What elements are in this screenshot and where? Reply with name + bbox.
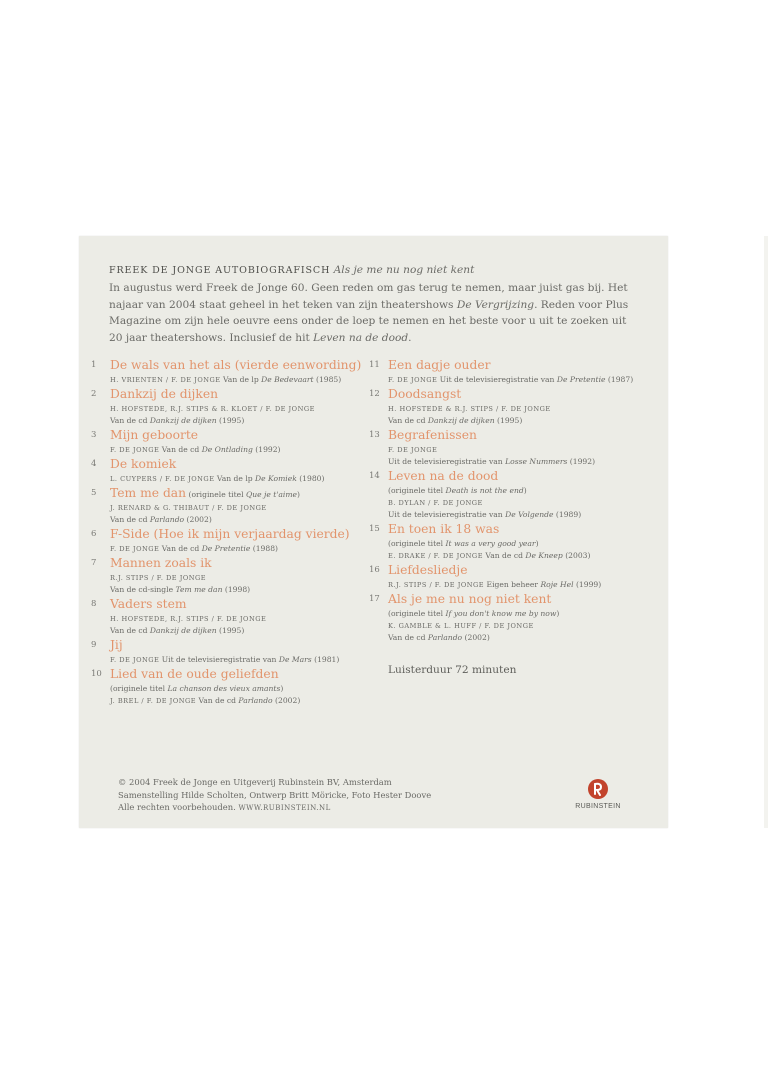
track-title: [110, 386, 371, 403]
track-title: [388, 562, 659, 579]
track-year: (2002): [272, 696, 301, 705]
track-title: [388, 521, 659, 538]
track-item: [91, 386, 371, 427]
track-release: La chanson des vieux amants: [167, 684, 281, 693]
track-number: 8: [91, 599, 97, 609]
intro-text-2: . Reden voor Plus Magazine om zijn hele oeuvre eens onder de loep te nemen en het beste voor u uit te zoeken uit 20 jaar theatershows. Inclusief de hit: [109, 298, 629, 345]
cd-back-card: [79, 236, 668, 828]
track-title: [110, 555, 371, 572]
track-credit-line: [388, 509, 659, 521]
track-year: (1987): [605, 375, 634, 384]
original-title-note: [186, 490, 300, 499]
track-source: Van de cd: [159, 544, 202, 553]
track-release: Tem me dan: [175, 585, 223, 594]
intro-block: [109, 262, 639, 347]
track-release: De Bedevaart: [261, 375, 314, 384]
track-title-text: Jij: [110, 638, 123, 652]
track-source: Van de cd: [483, 551, 526, 560]
track-release: Dankzij de dijken: [427, 416, 495, 425]
credits-line: Samenstelling Hilde Scholten, Ontwerp Britt Möricke, Foto Hester Doove: [118, 789, 432, 800]
track-title-text: Vaders stem: [110, 597, 187, 611]
track-authors: R.J. STIPS / F. DE JONGE: [110, 574, 207, 582]
track-credit-line: [388, 497, 659, 509]
track-source: Uit de televisieregistratie van: [388, 457, 506, 466]
track-year: (2002): [184, 515, 212, 524]
publisher-logo: [568, 778, 628, 810]
track-credit-line: [388, 608, 659, 620]
track-title-text: De komiek: [110, 457, 177, 471]
track-number: 17: [369, 594, 380, 604]
track-item: [91, 485, 371, 526]
track-source: (originele titel: [388, 609, 446, 618]
track-year: ): [280, 684, 284, 693]
track-year: (1995): [216, 626, 245, 635]
track-authors: B. DYLAN / F. DE JONGE: [388, 499, 483, 507]
track-source: Van de cd: [110, 626, 150, 635]
track-title: [388, 468, 659, 485]
original-title-prefix: (originele titel: [186, 490, 246, 499]
track-year: (1995): [216, 416, 245, 425]
website-link[interactable]: WWW.RUBINSTEIN.NL: [238, 804, 331, 813]
track-item: [369, 521, 659, 562]
track-title-text: Dankzij de dijken: [110, 387, 219, 401]
track-number: 4: [91, 459, 97, 469]
track-credit-line: [388, 485, 659, 497]
track-release: Parlando: [238, 696, 273, 705]
track-release: De Pretentie: [556, 375, 606, 384]
track-authors: H. HOFSTEDE & R.J. STIPS / F. DE JONGE: [388, 405, 551, 413]
track-title: [110, 666, 371, 683]
track-authors: L. CUYPERS / F. DE JONGE: [110, 475, 215, 483]
track-year: (2003): [562, 551, 591, 560]
track-credit-line: [388, 374, 659, 386]
track-item: [369, 386, 659, 427]
track-number: 6: [91, 529, 97, 539]
tracklist-left: [91, 357, 371, 707]
track-credit-line: [388, 403, 659, 415]
track-year: (2002): [462, 633, 490, 642]
track-release: De Pretentie: [201, 544, 251, 553]
tracklist-right: [369, 357, 659, 676]
track-source: (originele titel: [110, 684, 168, 693]
track-year: (1992): [252, 445, 281, 454]
track-release: De Mars: [278, 655, 312, 664]
track-release: Dankzij de dijken: [149, 416, 217, 425]
track-credit-line: [388, 415, 659, 427]
track-title: [388, 357, 659, 374]
track-credit-line: [388, 579, 659, 591]
track-authors: F. DE JONGE: [110, 656, 160, 664]
track-release: De Ontlading: [201, 445, 253, 454]
track-credit-line: [388, 444, 659, 456]
track-year: (1998): [222, 585, 251, 594]
track-item: [369, 468, 659, 521]
track-year: (1999): [573, 580, 602, 589]
track-authors: F. DE JONGE: [388, 376, 438, 384]
adjacent-panel-edge: [764, 236, 768, 828]
track-source: Uit de televisieregistratie van: [159, 655, 279, 664]
track-authors: R.J. STIPS / F. DE JONGE: [388, 581, 485, 589]
track-credit-line: [388, 538, 659, 550]
track-title-text: Lied van de oude geliefden: [110, 667, 279, 681]
track-source: Van de cd: [110, 416, 150, 425]
track-credit-line: [110, 444, 371, 456]
intro-text-1: In augustus werd Freek de Jonge 60. Geen reden om gas terug te nemen, maar juist gas bij. Het najaar van 2004 staat geheel in het teken van zijn theatershows: [109, 281, 628, 311]
track-number: 7: [91, 558, 97, 568]
track-title: [110, 427, 371, 444]
track-authors: J. BREL / F. DE JONGE: [110, 697, 197, 705]
track-source: Van de lp: [214, 474, 256, 483]
track-credit-line: [110, 403, 371, 415]
track-credit-line: [388, 456, 659, 468]
track-item: [91, 357, 371, 386]
track-authors: F. DE JONGE: [110, 545, 160, 553]
track-authors: E. DRAKE / F. DE JONGE: [388, 552, 484, 560]
track-credit-line: [110, 625, 371, 637]
track-number: 11: [369, 360, 380, 370]
track-year: ): [523, 486, 527, 495]
track-title-text: Leven na de dood: [388, 469, 499, 483]
track-number: 2: [91, 389, 97, 399]
intro-heading: FREEK DE JONGE AUTOBIOGRAFISCH: [109, 265, 331, 276]
track-credit-line: [110, 584, 371, 596]
track-credit-line: [110, 374, 371, 386]
rights-text: Alle rechten voorbehouden.: [118, 802, 239, 813]
track-credit-line: [388, 620, 659, 632]
track-year: (1988): [250, 544, 278, 553]
track-credit-line: [110, 695, 371, 707]
track-credit-line: [388, 550, 659, 562]
track-number: 12: [369, 389, 380, 399]
track-item: [91, 427, 371, 456]
track-number: 5: [91, 488, 97, 498]
track-release: Parlando: [149, 515, 185, 524]
track-number: 14: [369, 471, 380, 481]
track-title-text: Mijn geboorte: [110, 428, 199, 442]
track-authors: H. HOFSTEDE, R.J. STIPS & R. KLOET / F. DE JONGE: [110, 405, 315, 413]
track-year: ): [556, 609, 560, 618]
track-title: [110, 485, 371, 502]
track-source: (originele titel: [388, 539, 446, 548]
track-title-text: Als je me nu nog niet kent: [388, 592, 552, 606]
track-release: De Komiek: [255, 474, 297, 483]
rubinstein-logo-icon: [587, 778, 609, 800]
track-credit-line: [110, 415, 371, 427]
track-source: Van de cd: [388, 416, 428, 425]
track-credit-line: [110, 543, 371, 555]
track-authors: F. DE JONGE: [110, 446, 160, 454]
track-title: [388, 591, 659, 608]
track-credit-line: [110, 514, 371, 526]
track-title-text: F-Side (Hoe ik mijn verjaardag vierde): [110, 527, 350, 541]
listening-duration: Luisterduur 72 minuten: [388, 664, 517, 676]
track-source: Uit de televisieregistratie van: [388, 510, 506, 519]
track-source: Van de cd: [159, 445, 202, 454]
track-credit-line: [110, 613, 371, 625]
track-source: (originele titel: [388, 486, 446, 495]
track-title: [110, 357, 371, 374]
track-title: [388, 386, 659, 403]
logo-wordmark: RUBINSTEIN: [575, 803, 621, 810]
track-release: De Volgende: [505, 510, 554, 519]
track-year: ): [535, 539, 539, 548]
track-release: Roje Hel: [540, 580, 574, 589]
track-authors: H. HOFSTEDE, R.J. STIPS / F. DE JONGE: [110, 615, 267, 623]
intro-hit-title: Leven na de dood: [313, 332, 409, 345]
track-title-text: En toen ik 18 was: [388, 522, 500, 536]
track-title-text: Liefdesliedje: [388, 563, 468, 577]
copyright-footer: [118, 776, 431, 815]
track-source: Van de lp: [220, 375, 262, 384]
track-release: De Kneep: [525, 551, 563, 560]
track-item: [91, 596, 371, 637]
track-authors: J. RENARD & G. THIBAUT / F. DE JONGE: [110, 504, 267, 512]
track-release: Losse Nummers: [505, 457, 568, 466]
original-title-suffix: ): [297, 490, 301, 499]
track-credit-line: [110, 654, 371, 666]
track-credit-line: [110, 502, 371, 514]
track-release: Parlando: [427, 633, 463, 642]
track-credit-line: [110, 683, 371, 695]
track-credit-line: [110, 572, 371, 584]
track-title: [110, 596, 371, 613]
track-year: (1992): [567, 457, 596, 466]
track-item: [369, 427, 659, 468]
track-source: Uit de televisieregistratie van: [437, 375, 557, 384]
rights-line: [118, 801, 431, 815]
track-year: (1985): [313, 375, 342, 384]
track-source: Van de cd: [110, 515, 150, 524]
track-item: [91, 555, 371, 596]
track-title-text: De wals van het als (vierde eenwording): [110, 358, 362, 372]
track-number: 3: [91, 430, 97, 440]
track-year: (1995): [494, 416, 523, 425]
track-title-text: Mannen zoals ik: [110, 556, 212, 570]
track-title: [110, 456, 371, 473]
track-number: 9: [91, 640, 97, 650]
track-title-text: Tem me dan: [110, 486, 187, 500]
track-item: [91, 666, 371, 707]
copyright-line: © 2004 Freek de Jonge en Uitgeverij Rubinstein BV, Amsterdam: [118, 777, 392, 787]
track-source: Eigen beheer: [484, 580, 541, 589]
track-year: (1981): [311, 655, 340, 664]
track-title: [110, 637, 371, 654]
track-title-text: Begrafenissen: [388, 428, 477, 442]
track-credit-line: [110, 473, 371, 485]
track-title-text: Doodsangst: [388, 387, 462, 401]
track-source: Van de cd: [196, 696, 239, 705]
track-number: 15: [369, 524, 380, 534]
track-release: Death is not the end: [445, 486, 524, 495]
original-title: Que je t'aime: [245, 490, 298, 499]
track-release: If you don't know me by now: [445, 609, 557, 618]
track-item: [369, 357, 659, 386]
track-item: [91, 637, 371, 666]
track-title: [388, 427, 659, 444]
track-item: [91, 456, 371, 485]
track-item: [91, 526, 371, 555]
track-authors: H. VRIENTEN / F. DE JONGE: [110, 376, 221, 384]
track-title: [110, 526, 371, 543]
track-year: (1980): [296, 474, 325, 483]
track-credit-line: [388, 632, 659, 644]
track-source: Van de cd: [388, 633, 428, 642]
track-number: 13: [369, 430, 380, 440]
track-authors: K. GAMBLE & L. HUFF / F. DE JONGE: [388, 622, 534, 630]
track-authors: F. DE JONGE: [388, 446, 438, 454]
track-number: 10: [91, 669, 102, 679]
track-release: It was a very good year: [445, 539, 536, 548]
track-number: 1: [91, 360, 97, 370]
intro-heading-title: Als je me nu nog niet kent: [333, 264, 475, 276]
track-source: Van de cd-single: [110, 585, 176, 594]
intro-text-3: .: [408, 332, 412, 345]
track-number: 16: [369, 565, 380, 575]
track-item: [369, 562, 659, 591]
intro-show-title: De Vergrijzing: [456, 298, 535, 311]
track-title-text: Een dagje ouder: [388, 358, 491, 372]
track-item: [369, 591, 659, 644]
track-year: (1989): [553, 510, 582, 519]
track-release: Dankzij de dijken: [149, 626, 217, 635]
